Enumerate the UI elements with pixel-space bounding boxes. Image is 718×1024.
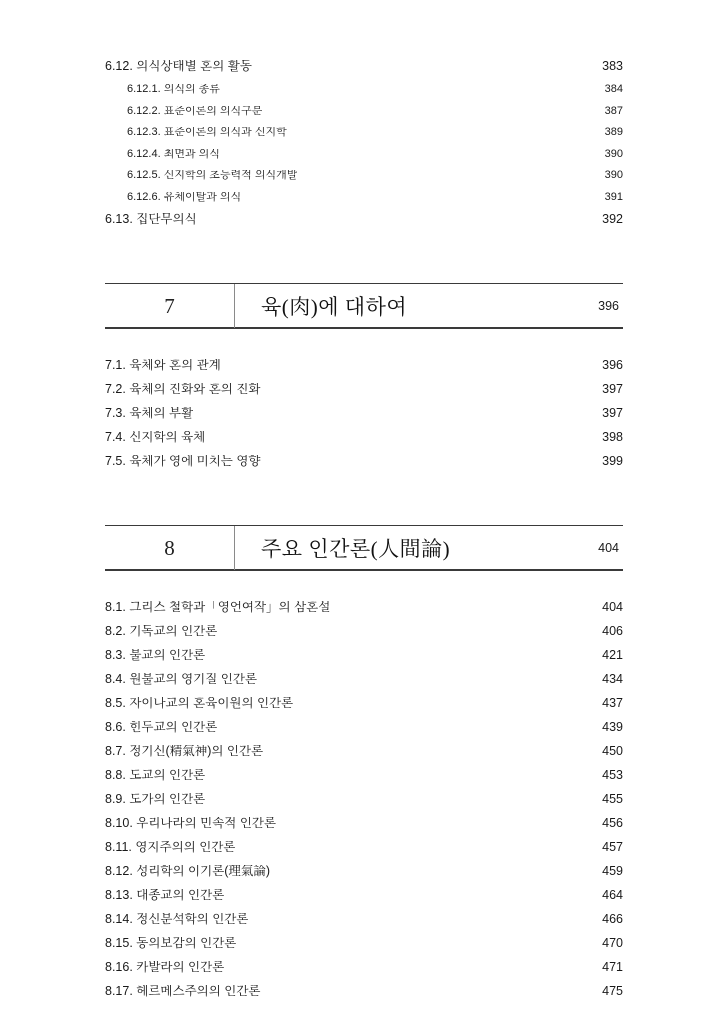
toc-entry-page: 456 <box>602 816 623 830</box>
toc-entry-label: 6.12.3. 표준이론의 의식과 신지학 <box>127 127 287 138</box>
toc-entry-label: 8.15. 동의보감의 인간론 <box>105 937 237 950</box>
toc-entry-label: 6.12.2. 표준이론의 의식구분 <box>127 105 263 117</box>
toc-entry-label: 8.13. 대종교의 인간론 <box>105 889 225 902</box>
toc-entry[interactable] <box>105 601 623 614</box>
toc-entry-page: 437 <box>602 696 623 710</box>
spacer <box>105 329 623 359</box>
toc-entry-label: 6.13. 집단무의식 <box>105 213 197 226</box>
toc-entry-page: 471 <box>602 960 623 974</box>
toc-entry-page: 384 <box>604 83 623 95</box>
toc-section-7 <box>105 359 623 468</box>
toc-entry-label: 7.4. 신지학의 육체 <box>105 431 206 444</box>
toc-entry-label: 8.8. 도교의 인간론 <box>105 769 206 782</box>
toc-entry[interactable] <box>105 985 623 998</box>
toc-section-8 <box>105 601 623 998</box>
toc-entry[interactable] <box>105 673 623 686</box>
toc-entry-page: 404 <box>602 600 623 614</box>
toc-entry[interactable] <box>105 625 623 638</box>
toc-entry-page: 387 <box>604 104 623 117</box>
toc-entry-label: 8.4. 원불교의 영기질 인간론 <box>105 673 258 686</box>
toc-entry-page: 391 <box>604 190 623 203</box>
toc-entry-label: 8.10. 우리나라의 민속적 인간론 <box>105 817 277 830</box>
toc-entry[interactable] <box>105 817 623 830</box>
toc-entry-label: 8.3. 불교의 인간론 <box>105 649 206 662</box>
chapter-number: 7 <box>105 284 235 328</box>
toc-entry-page: 398 <box>602 430 623 444</box>
toc-entry-label: 8.11. 영지주의의 인간론 <box>105 841 236 854</box>
chapter-heading-7 <box>105 283 623 329</box>
toc-entry[interactable] <box>105 60 623 73</box>
toc-entry[interactable] <box>105 793 623 806</box>
toc-section-6 <box>105 60 623 226</box>
toc-entry-page: 457 <box>602 840 623 854</box>
toc-entry[interactable] <box>105 913 623 926</box>
toc-entry-page: 406 <box>602 624 623 638</box>
toc-entry-label: 7.2. 육체의 진화와 혼의 진화 <box>105 383 261 396</box>
toc-entry-label: 8.14. 정신분석학의 인간론 <box>105 913 249 926</box>
toc-entry[interactable] <box>105 455 623 468</box>
toc-entry-page: 399 <box>602 454 623 468</box>
toc-entry-page: 397 <box>602 382 623 396</box>
toc-entry-page: 390 <box>604 169 623 181</box>
spacer <box>105 479 623 525</box>
toc-entry[interactable] <box>105 865 623 878</box>
toc-entry-label: 8.16. 카발라의 인간론 <box>105 961 225 974</box>
toc-entry-page: 453 <box>602 768 623 782</box>
toc-entry-label: 7.1. 육체와 혼의 관계 <box>105 359 221 372</box>
toc-entry-page: 464 <box>602 888 623 902</box>
toc-entry-label: 6.12. 의식상태별 혼의 활동 <box>105 60 252 73</box>
toc-entry-page: 397 <box>602 406 623 420</box>
toc-entry-page: 450 <box>602 744 623 758</box>
toc-entry-page: 434 <box>602 672 623 686</box>
toc-entry[interactable] <box>105 769 623 782</box>
toc-entry-page: 470 <box>602 936 623 950</box>
toc-entry-label: 8.17. 헤르메스주의의 인간론 <box>105 985 261 998</box>
toc-entry[interactable] <box>105 745 623 758</box>
toc-entry-label: 6.12.4. 최면과 의식 <box>127 148 220 160</box>
toc-entry-page: 421 <box>602 648 623 662</box>
chapter-page: 396 <box>598 298 619 313</box>
toc-entry-page: 383 <box>602 59 623 73</box>
toc-entry-label: 8.5. 자이나교의 혼육이원의 인간론 <box>105 697 294 710</box>
toc-entry[interactable] <box>105 106 623 117</box>
toc-entry-label: 8.9. 도가의 인간론 <box>105 793 206 806</box>
spacer <box>105 237 623 283</box>
toc-entry-label: 7.3. 육체의 부활 <box>105 407 194 420</box>
toc-entry[interactable] <box>105 649 623 662</box>
toc-entry[interactable] <box>105 213 623 226</box>
toc-entry-label: 8.2. 기독교의 인간론 <box>105 625 218 638</box>
toc-entry-label: 8.12. 성리학의 이기론(理氣論) <box>105 865 271 878</box>
toc-entry-page: 390 <box>604 147 623 160</box>
chapter-title: 주요 인간론(人間論) <box>261 536 451 561</box>
toc-entry[interactable] <box>105 961 623 974</box>
toc-entry-label: 8.1. 그리스 철학과「영언여작」의 삼혼설 <box>105 601 331 614</box>
toc-entry[interactable] <box>105 937 623 950</box>
toc-entry[interactable] <box>105 721 623 734</box>
toc-entry-label: 6.12.6. 유체이탈과 의식 <box>127 191 242 203</box>
toc-entry[interactable] <box>105 84 623 95</box>
toc-entry[interactable] <box>105 841 623 854</box>
toc-entry[interactable] <box>105 697 623 710</box>
chapter-heading-8 <box>105 525 623 571</box>
toc-entry-page: 459 <box>602 864 623 878</box>
toc-entry[interactable] <box>105 127 623 138</box>
toc-entry-label: 8.6. 힌두교의 인간론 <box>105 721 218 734</box>
toc-entry-page: 466 <box>602 912 623 926</box>
toc-entry-page: 396 <box>602 358 623 372</box>
toc-entry[interactable] <box>105 170 623 181</box>
toc-entry-page: 392 <box>602 212 623 226</box>
toc-entry[interactable] <box>105 149 623 160</box>
toc-entry[interactable] <box>105 192 623 203</box>
spacer <box>105 571 623 601</box>
toc-entry-label: 7.5. 육체가 영에 미치는 영향 <box>105 455 261 468</box>
toc-entry[interactable] <box>105 383 623 396</box>
toc-entry-label: 6.12.5. 신지학의 초능력적 의식개발 <box>127 170 298 181</box>
toc-entry-page: 389 <box>604 126 623 138</box>
toc-entry[interactable] <box>105 431 623 444</box>
toc-entry[interactable] <box>105 407 623 420</box>
chapter-number: 8 <box>105 526 235 570</box>
toc-entry-page: 475 <box>602 984 623 998</box>
toc-entry-label: 8.7. 정기신(精氣神)의 인간론 <box>105 745 264 758</box>
chapter-title: 육(肉)에 대하여 <box>261 294 408 319</box>
toc-entry[interactable] <box>105 359 623 372</box>
toc-entry[interactable] <box>105 889 623 902</box>
chapter-page: 404 <box>598 540 619 555</box>
toc-entry-page: 455 <box>602 792 623 806</box>
toc-entry-page: 439 <box>602 720 623 734</box>
toc-entry-label: 6.12.1. 의식의 종류 <box>127 84 220 95</box>
